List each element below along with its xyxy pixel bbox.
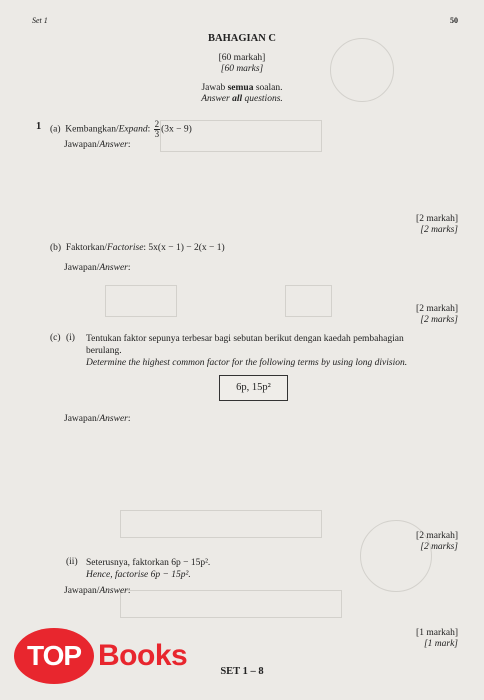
section-marks-en: [60 marks] — [220, 64, 264, 74]
q1a-prompt: (a) Kembangkan/Expand: $\frac{2}{3}$ (3x − 9) — [50, 119, 192, 139]
q1c2-question: Seterusnya, faktorkan 6p − 15p². Hence, factorise 6p − 15p². — [86, 558, 211, 580]
q1c2-answer-label: Jawapan/Answer: — [64, 586, 131, 596]
q1c2-sub: (ii) — [66, 557, 78, 567]
q1c-sub: (i) — [66, 333, 75, 343]
page-number: 50 — [450, 16, 458, 25]
set-label: Set 1 — [32, 16, 48, 25]
q1c-part: (c) — [50, 333, 61, 343]
q1c-question: Tentukan faktor sepunya terbesar bagi sebutan berikut dengan kaedah pembahagian berulang. Determine the highest common factor for the following terms by using long division. — [86, 334, 408, 368]
section-marks-ms: [60 markah] — [218, 53, 266, 63]
topbooks-logo-word: Books — [98, 639, 188, 672]
fraction-two-thirds: $\frac{2}{3}$ — [154, 119, 160, 139]
q1c-answer-label: Jawapan/Answer: — [64, 414, 131, 424]
q1a-answer-label: Jawapan/Answer: — [64, 140, 131, 150]
q1b-marks: [2 markah] [2 marks] — [416, 304, 458, 325]
q1a-marks: [2 markah] [2 marks] — [416, 214, 458, 235]
q1c-marks: [2 markah] [2 marks] — [416, 531, 458, 552]
footer-page-label: SET 1 – 8 — [220, 666, 264, 677]
terms-box: 6p, 15p² — [219, 375, 288, 401]
question-number: 1 — [36, 121, 42, 132]
q1b-prompt: (b) Faktorkan/Factorise: 5x(x − 1) − 2(x − 1) — [50, 243, 225, 253]
topbooks-logo — [14, 628, 187, 684]
topbooks-logo-badge: TOP — [14, 628, 94, 684]
instruction-ms: Jawab semua soalan. — [201, 83, 283, 93]
q1c2-marks: [1 markah] [1 mark] — [416, 628, 458, 649]
q1b-answer-label: Jawapan/Answer: — [64, 263, 131, 273]
section-title: BAHAGIAN C — [208, 33, 276, 44]
instruction-en: Answer all questions. — [201, 94, 283, 104]
